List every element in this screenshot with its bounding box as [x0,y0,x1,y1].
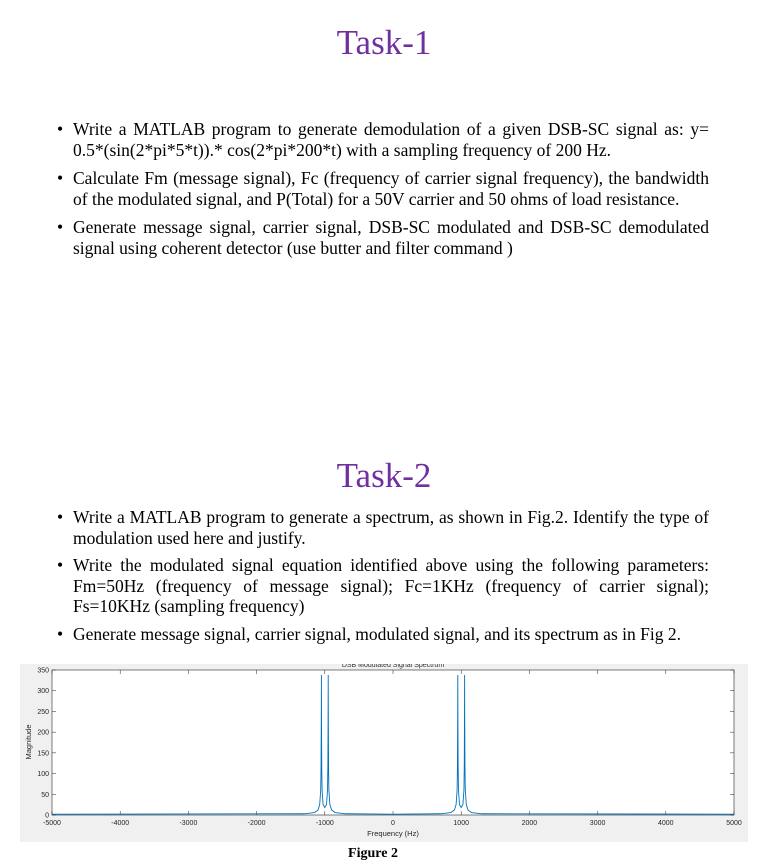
list-item [55,624,709,645]
list-item [55,555,709,617]
bullet-icon: • [57,168,64,188]
y-tick-label: 100 [37,771,49,779]
y-tick-label: 350 [37,667,49,675]
y-tick-label: 0 [45,812,49,820]
x-tick-label: 3000 [589,820,606,827]
task2-bullet-list [55,507,709,651]
bullet-icon: • [57,623,64,644]
bullet-icon: • [57,217,64,237]
y-axis-label: Magnitude [24,724,33,760]
list-item-text: Generate message signal, carrier signal, modulated signal, and its spectrum as in Fig 2. [73,623,681,644]
x-tick-label: 0 [391,820,395,827]
x-tick-label: 4000 [658,820,674,827]
task1-title: Task-1 [336,23,432,62]
list-item [55,119,709,160]
list-item [55,168,709,209]
x-tick-label: -2000 [247,820,266,827]
bullet-icon: • [57,507,64,527]
x-tick-label: -3000 [179,820,198,827]
x-tick-label: -1000 [315,820,334,827]
x-tick-label: -5000 [43,820,61,827]
bullet-icon: • [57,555,64,575]
y-tick-label: 250 [37,708,49,716]
chart-title: DSB Modulated Signal Spectrum [341,664,445,669]
list-item [55,217,709,258]
y-tick-label: 200 [37,729,49,737]
task1-bullet-list [55,119,709,266]
x-tick-label: 1000 [453,820,469,827]
y-tick-label: 150 [37,750,49,758]
y-tick-label: 50 [41,791,49,799]
x-tick-label: 2000 [521,820,538,827]
list-item [55,507,709,548]
list-item-text: Generate message signal, carrier signal, DSB-SC modulated and DSB-SC demodulated signal using coherent detector (use butter and filter command ) [73,217,709,258]
list-item-text: Calculate Fm (message signal), Fc (frequency of carrier signal frequency), the bandwidth of the modulated signal, and P(Total) for a 50V carrier and 50 ohms of load resistance. [73,168,709,209]
figure-caption: Figure 2 [348,846,398,861]
x-tick-label: -4000 [111,820,130,827]
bullet-icon: • [57,119,64,139]
list-item-text: Write the modulated signal equation identified above using the following parameters: Fm=50Hz (frequency of message signal); Fc=1KHz (frequency of carrier signal); Fs=10KHz (sampling frequency) [73,555,709,616]
list-item-text: Write a MATLAB program to generate a spectrum, as shown in Fig.2. Identify the type of modulation used here and justify. [73,507,709,548]
list-item-text: Write a MATLAB program to generate demodulation of a given DSB-SC signal as: y= 0.5*(sin(2*pi*5*t)).* cos(2*pi*200*t) with a sampling frequency of 200 Hz. [73,119,709,160]
spectrum-chart [20,664,748,842]
y-tick-label: 300 [37,688,49,696]
x-axis-label: Frequency (Hz) [367,829,419,838]
plot-area [52,670,734,815]
spectrum-figure [20,664,748,842]
x-tick-label: 5000 [726,820,742,827]
task2-title: Task-2 [336,456,432,495]
